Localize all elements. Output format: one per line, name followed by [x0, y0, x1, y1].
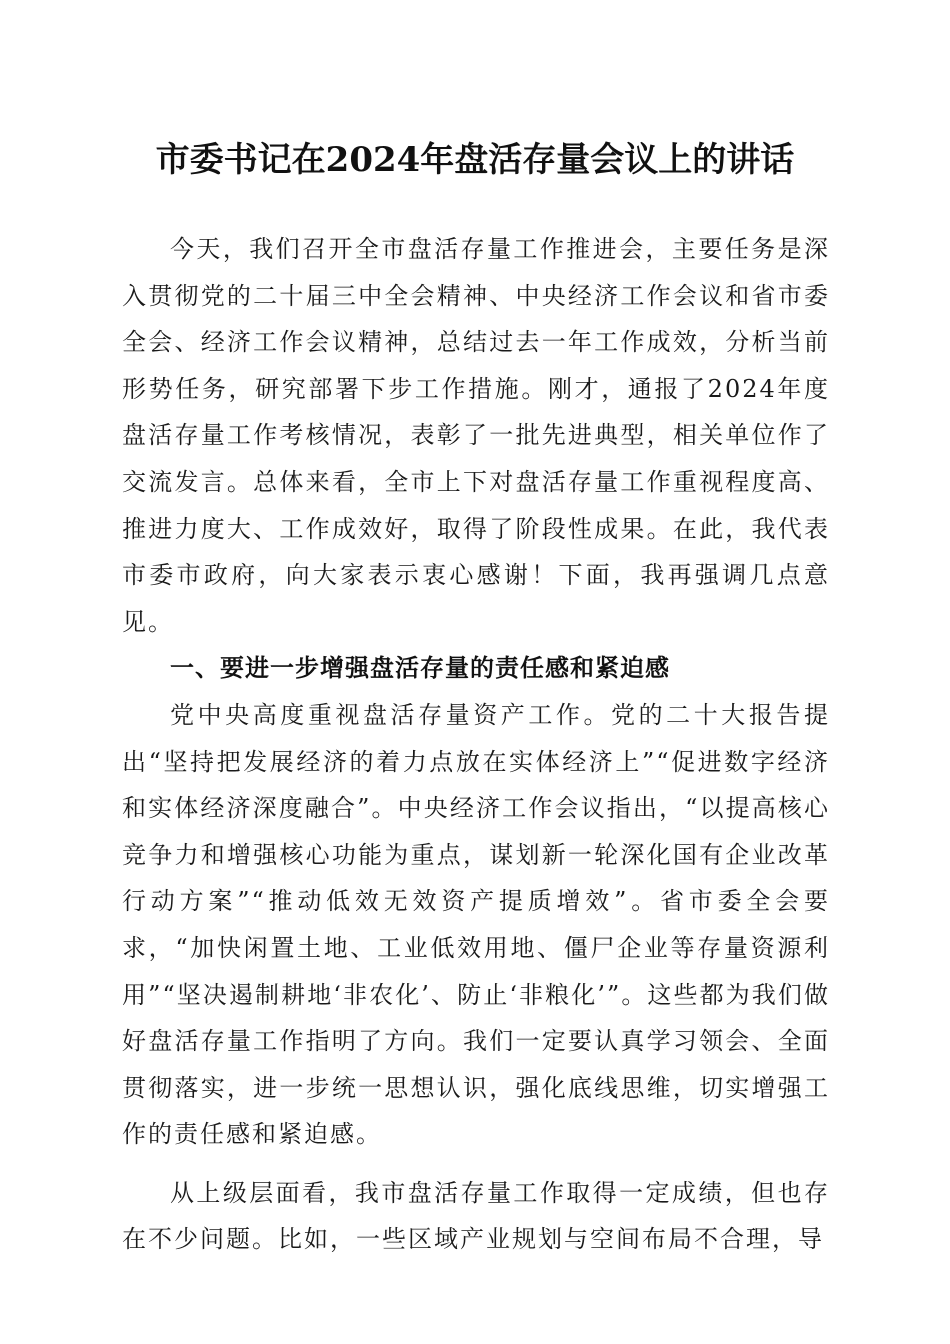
section-heading-1: 一、要进一步增强盘活存量的责任感和紧迫感 — [170, 654, 670, 683]
section1-paragraph-1: 党中央高度重视盘活存量资产工作。党的二十大报告提出“坚持把发展经济的着力点放在实体经济上”“促进数字经济和实体经济深度融合”。中央经济工作会议指出，“以提高核心竞争力和增强核心功能为重点，谋划新一轮深化国有企业改革行动方案”“推动低效无效资产提质增效”。省市委全会要求，“加快闲置土地、工业低效用地、僵尸企业等存量资源利用”“坚决遏制耕地‘非农化’、防止‘非粮化’”。这些都为我们做好盘活存量工作指明了方向。我们一定要认真学习领会、全面贯彻落实，进一步统一思想认识，强化底线思维，切实增强工作的责任感和紧迫感。 — [122, 700, 830, 1149]
intro-paragraph: 今天，我们召开全市盘活存量工作推进会，主要任务是深入贯彻党的二十届三中全会精神、中央经济工作会议和省市委全会、经济工作会议精神，总结过去一年工作成效，分析当前形势任务，研究部署下步工作措施。刚才，通报了2024年度盘活存量工作考核情况，表彰了一批先进典型，相关单位作了交流发言。总体来看，全市上下对盘活存量工作重视程度高、推进力度大、工作成效好，取得了阶段性成果。在此，我代表市委市政府，向大家表示衷心感谢！下面，我再强调几点意见。 — [122, 235, 830, 636]
document-body — [122, 226, 830, 1263]
paragraph-spacer — [122, 1158, 830, 1170]
document-title: 市委书记在2024年盘活存量会议上的讲话 — [155, 140, 795, 180]
section1-paragraph-2: 从上级层面看，我市盘活存量工作取得一定成绩，但也存在不少问题。比如，一些区域产业规划与空间布局不合理，导 — [122, 1178, 830, 1254]
